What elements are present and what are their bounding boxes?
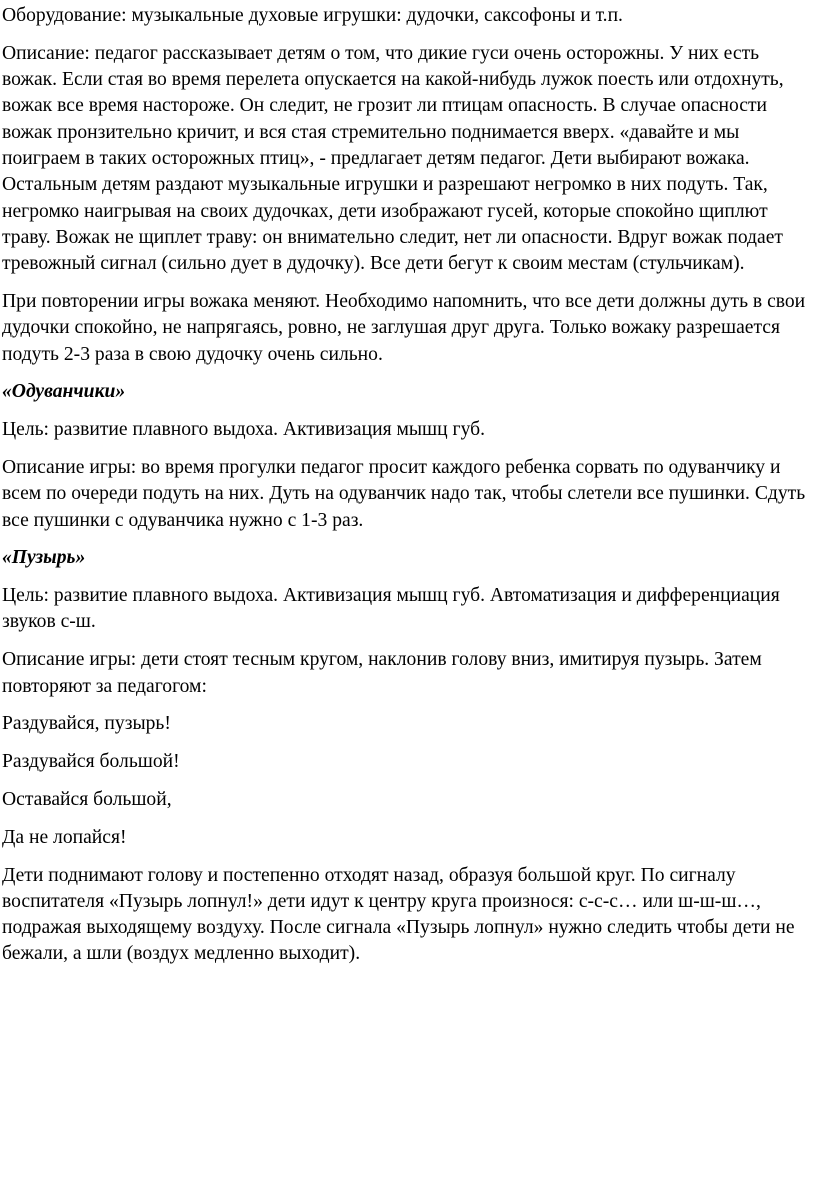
dandelions-goal-paragraph: Цель: развитие плавного выдоха. Активизация мышц губ. [2,419,485,441]
bubble-heading: «Пузырь» [2,547,86,569]
bubble-ending-paragraph: Дети поднимают голову и постепенно отходят назад, образуя большой круг. По сигналу воспитателя «Пузырь лопнул!» дети идут к центру круга произнося: с-с-с… или ш-ш-ш…, подражая выходящему воздуху. После сигнала «Пузырь лопнул» нужно следить чтобы дети не бежали, а шли (воздух медленно выходит). [2,864,795,965]
verse-line-3: Оставайся большой, [2,788,172,810]
dandelions-heading: «Одуванчики» [2,381,126,403]
geese-description-paragraph: Описание: педагог рассказывает детям о том, что дикие гуси очень осторожны. У них есть вожак. Если стая во время перелета опускается на какой-нибудь лужок поесть или отдохнуть, вожак все время настороже. Он следит, не грозит ли птицам опасность. В случае опасности вожак пронзительно кричит, и вся стая стремительно поднимается вверх. «давайте и мы поиграем в таких осторожных птиц», - предлагает детям педагог. Дети выбирают вожака. Остальным детям раздают музыкальные игрушки и разрешают негромко в них подуть. Так, негромко наигрывая на своих дудочках, дети изображают гусей, которые спокойно щиплют траву. Вожак не щиплет траву: он внимательно следит, нет ли опасности. Вдруг вожак подает тревожный сигнал (сильно дует в дудочку). Все дети бегут к своим местам (стульчикам). [2,42,784,275]
bubble-description-paragraph: Описание игры: дети стоят тесным кругом, наклонив голову вниз, имитируя пузырь. Затем повторяют за педагогом: [2,649,762,697]
equipment-paragraph: Оборудование: музыкальные духовые игрушки: дудочки, саксофоны и т.п. [2,5,623,26]
dandelions-description-paragraph: Описание игры: во время прогулки педагог просит каждого ребенка сорвать по одуванчику и всем по очереди подуть на них. Дуть на одуванчик надо так, чтобы слетели все пушинки. Сдуть все пушинки с одуванчика нужно с 1-3 раз. [2,456,806,531]
verse-line-4: Да не лопайся! [2,826,127,848]
bubble-goal-paragraph: Цель: развитие плавного выдоха. Активизация мышц губ. Автоматизация и дифференциация звуков с-ш. [2,585,780,633]
verse-line-1: Раздувайся, пузырь! [2,713,171,735]
repeat-note-paragraph: При повторении игры вожака меняют. Необходимо напомнить, что все дети должны дуть в свои дудочки спокойно, не напрягаясь, ровно, не заглушая друг друга. Только вожаку разрешается подуть 2-3 раза в свою дудочку очень сильно. [2,290,806,365]
verse-line-2: Раздувайся большой! [2,751,180,773]
